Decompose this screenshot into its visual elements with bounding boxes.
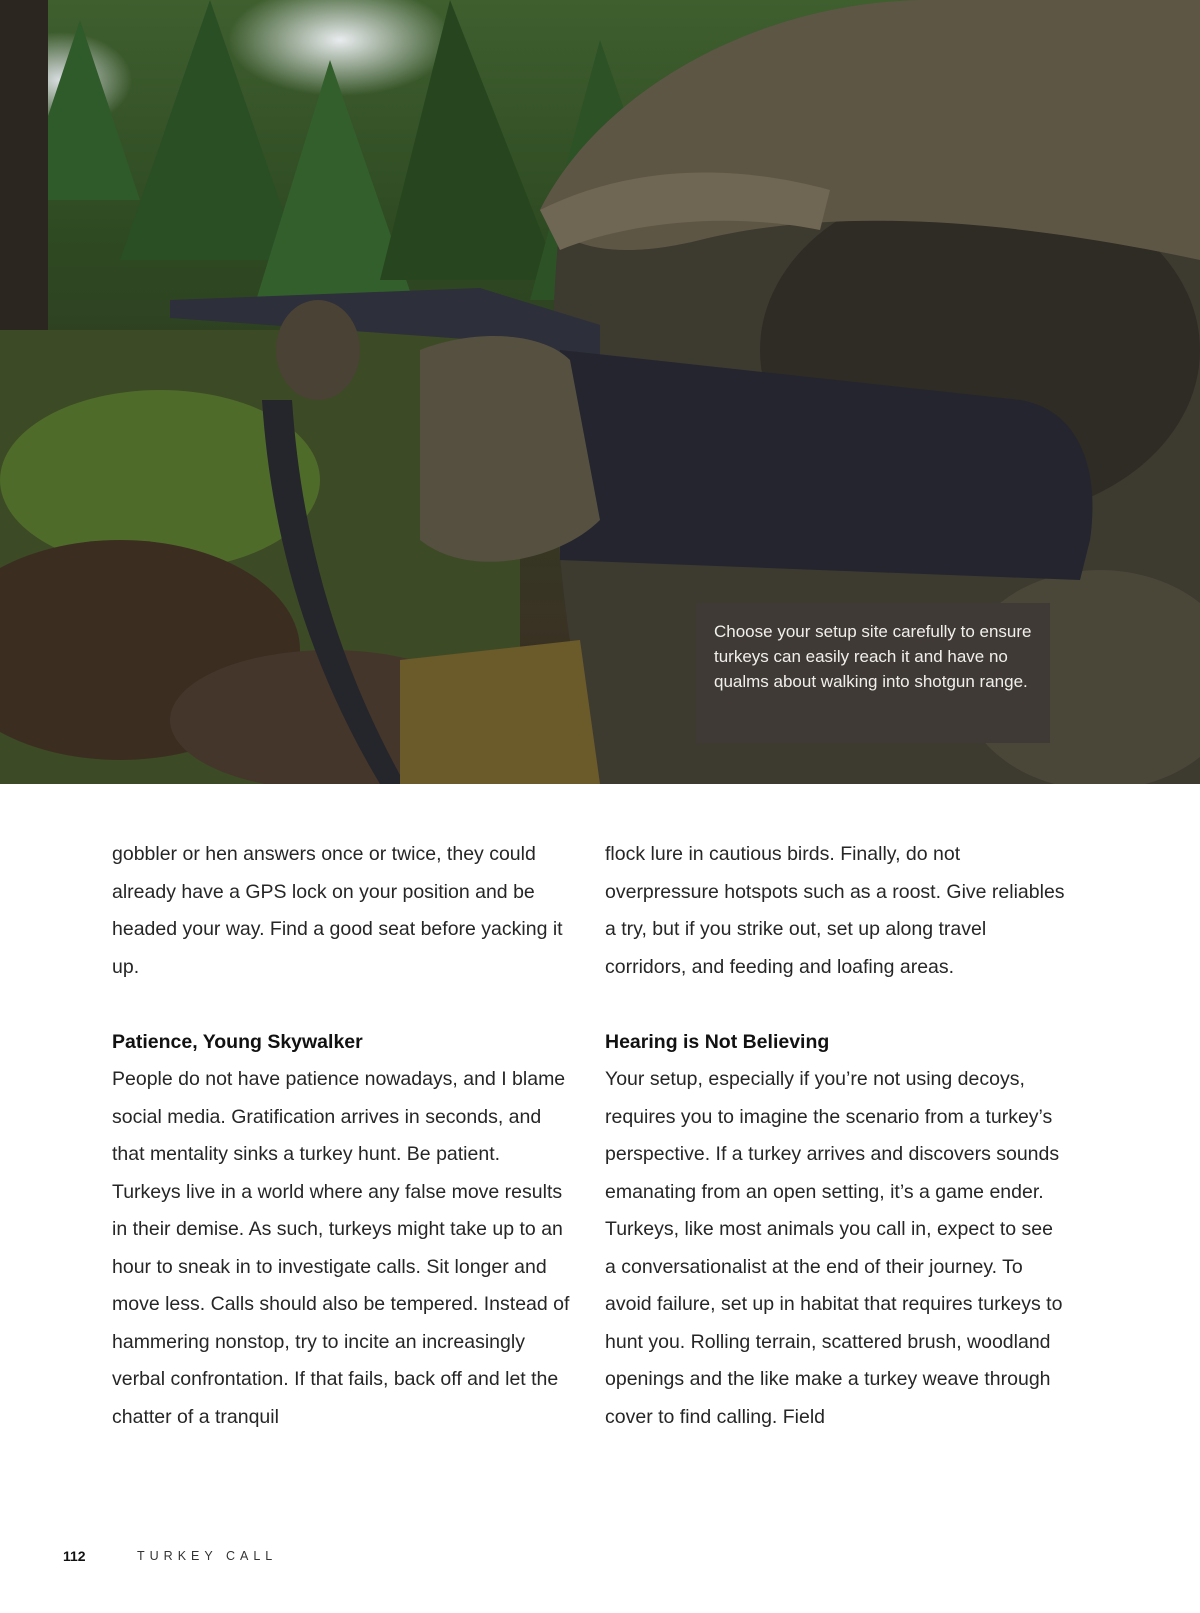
body-paragraph: Your setup, especially if you’re not using decoys, requires you to imagine the scenario from a turkey’s perspective. If a turkey arrives and discovers sounds emanating from an open setting, it’s a game ender. Turkeys, like most animals you call in, expect to see a conversationalist at the end of their journey. To avoid failure, set up in habitat that requires turkeys to hunt you. Rolling terrain, scattered brush, woodland openings and the like make a turkey weave through cover to find calling. Field bbox=[605, 1068, 1063, 1428]
page-number: 112 bbox=[63, 1548, 86, 1564]
hero-photo bbox=[0, 0, 1200, 784]
article-column-left bbox=[112, 836, 572, 1436]
photo-caption: Choose your setup site carefully to ensure turkeys can easily reach it and have no qualms about walking into shotgun range. bbox=[714, 622, 1032, 691]
section-heading: Patience, Young Skywalker bbox=[112, 1030, 363, 1053]
section-heading: Hearing is Not Believing bbox=[605, 1030, 830, 1053]
article-column-right bbox=[605, 836, 1065, 1436]
body-paragraph: People do not have patience nowadays, and I blame social media. Gratification arrives in seconds, and that mentality sinks a turkey hunt. Be patient. Turkeys live in a world where any false move results in their demise. As such, turkeys might take up to an hour to sneak in to investigate calls. Sit longer and move less. Calls should also be tempered. Instead of hammering nonstop, try to incite an increasingly verbal confrontation. If that fails, back off and let the chatter of a tranquil bbox=[112, 1068, 570, 1428]
intro-paragraph: gobbler or hen answers once or twice, they could already have a GPS lock on your position and be headed your way. Find a good seat before yacking it up. bbox=[112, 843, 563, 978]
intro-paragraph: flock lure in cautious birds. Finally, do not overpressure hotspots such as a roost. Give reliables a try, but if you strike out, set up along travel corridors, and feeding and loafing areas. bbox=[605, 843, 1065, 978]
publication-name: TURKEY CALL bbox=[137, 1549, 278, 1563]
photo-caption-box bbox=[696, 603, 1050, 743]
